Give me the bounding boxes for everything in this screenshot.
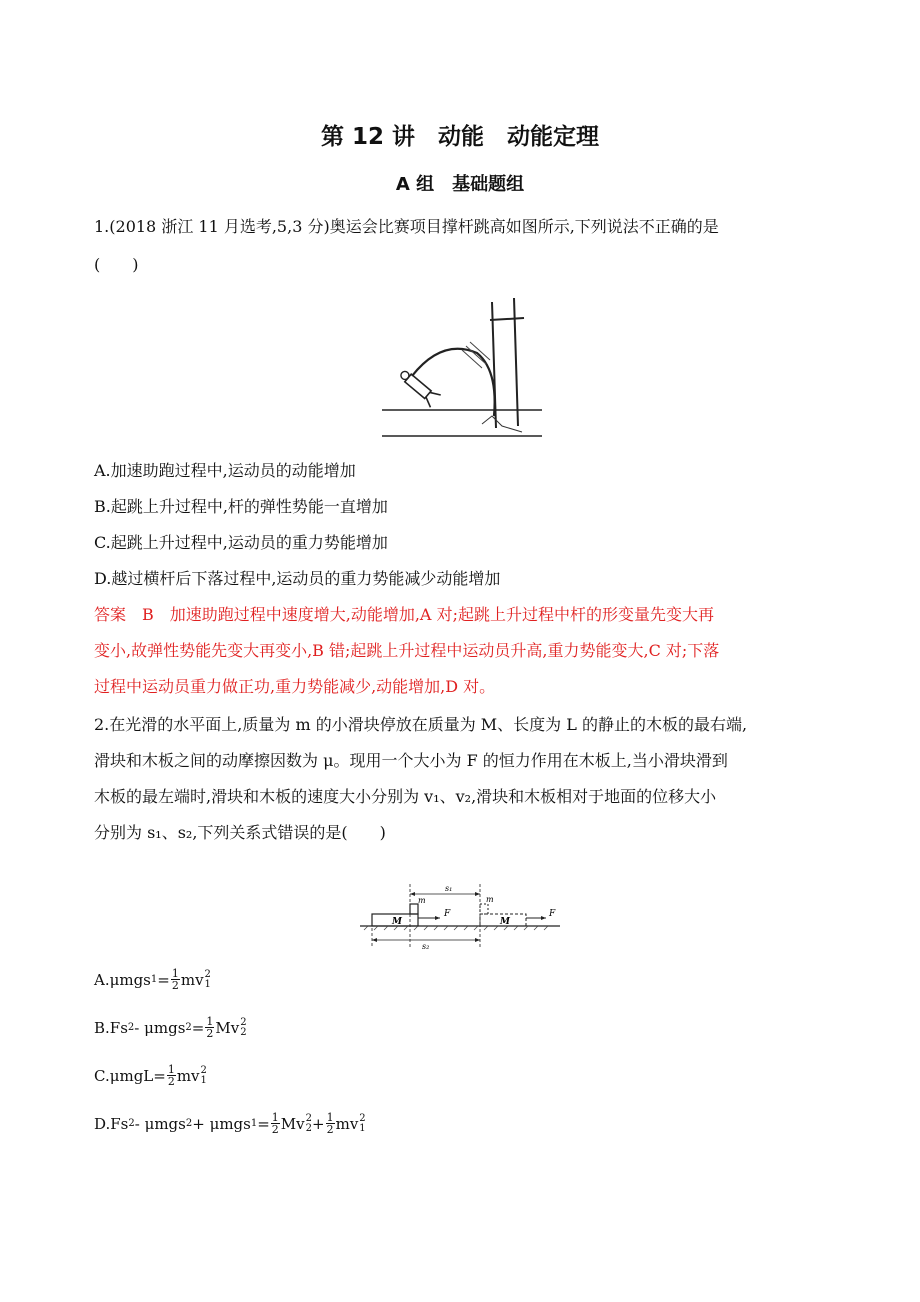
option-d-label: D. (94, 1114, 111, 1133)
option-d-rhs: Mv (280, 1114, 305, 1133)
rhs-sup: 2 (305, 1112, 313, 1124)
fraction-num: 1 (326, 1111, 334, 1124)
option-b-lhs: Fs (109, 1018, 128, 1037)
label-s2: s₂ (422, 942, 430, 951)
option-a-fraction (171, 968, 180, 991)
option-b-rhs-scripts (240, 1018, 246, 1038)
q1-option-d: D.越过横杆后下落过程中,运动员的重力势能减少动能增加 (94, 569, 501, 588)
option-d-mid2-sub: 1 (250, 1118, 258, 1129)
q2-option-a (94, 968, 211, 991)
q1-stem-line1: 1.(2018 浙江 11 月选考,5,3 分)奥运会比赛项目撑杆跳高如图所示,下列说法不正确的是 (94, 217, 719, 236)
option-b-lhs-sub: 2 (127, 1022, 135, 1033)
board-slider-figure (360, 882, 560, 952)
q1-option-a: A.加速助跑过程中,运动员的动能增加 (94, 461, 356, 480)
q1-answer-line3: 过程中运动员重力做正功,重力势能减少,动能增加,D 对。 (94, 677, 496, 696)
option-d-lhs: Fs (110, 1114, 129, 1133)
option-d-eq: = (257, 1114, 270, 1133)
option-a-rhs-scripts (205, 970, 211, 990)
q1-answer-line1: 答案 B 加速助跑过程中速度增大,动能增加,A 对;起跳上升过程中杆的形变量先变大再 (94, 605, 714, 624)
fraction-num: 1 (271, 1111, 279, 1124)
rhs-sub: 1 (204, 978, 211, 990)
q1-option-c: C.起跳上升过程中,运动员的重力势能增加 (94, 533, 388, 552)
q2-option-d (94, 1112, 366, 1135)
option-c-lhs: μmgL= (109, 1066, 166, 1085)
fraction-den: 2 (167, 1075, 175, 1088)
rhs-sup: 2 (200, 1064, 207, 1076)
option-b-rhs: Mv (215, 1018, 240, 1037)
fraction-den: 2 (171, 979, 179, 992)
option-d-mid2: + μmgs (192, 1114, 251, 1133)
fraction-den: 2 (206, 1027, 214, 1040)
pole-vault-figure (382, 298, 542, 440)
fraction-num: 1 (167, 1063, 175, 1076)
option-d-plus: + (312, 1114, 325, 1133)
option-d-lhs-sub: 2 (128, 1118, 135, 1129)
option-d-fraction-2 (326, 1112, 335, 1135)
option-d-mid-sub: 2 (185, 1118, 193, 1129)
option-d-rhs2-scripts (359, 1114, 365, 1134)
rhs-sub: 1 (200, 1074, 207, 1086)
q2-stem-line2: 滑块和木板之间的动摩擦因数为 μ。现用一个大小为 F 的恒力作用在木板上,当小滑块滑到 (94, 751, 728, 770)
fraction-num: 1 (206, 1015, 214, 1028)
option-b-mid-sub: 2 (185, 1022, 192, 1033)
q2-stem-line1: 2.在光滑的水平面上,质量为 m 的小滑块停放在质量为 M、长度为 L 的静止的木板的最右端, (94, 715, 748, 734)
q2-stem-line4: 分别为 s₁、s₂,下列关系式错误的是( ) (94, 823, 386, 842)
rhs-sup: 2 (204, 968, 211, 980)
option-b-fraction (205, 1016, 214, 1039)
rhs-sup: 2 (240, 1016, 247, 1028)
rhs-sub: 1 (359, 1122, 366, 1134)
option-c-rhs-scripts (201, 1066, 207, 1086)
q1-stem-line2: ( ) (94, 255, 139, 274)
q2-option-c (94, 1064, 207, 1087)
option-a-label: A. (94, 970, 110, 989)
rhs-sup: 2 (359, 1112, 366, 1124)
option-b-label: B. (94, 1018, 110, 1037)
label-s1: s₁ (445, 884, 453, 893)
option-d-fraction-1 (271, 1112, 280, 1135)
option-b-mid: - μmgs (134, 1018, 186, 1037)
label-F-initial: F (444, 909, 451, 919)
option-c-rhs: mv (176, 1066, 200, 1085)
label-m-final: m (486, 895, 494, 904)
label-M-initial: M (392, 917, 402, 927)
group-heading: A 组 基础题组 (395, 174, 525, 195)
rhs-sub: 2 (305, 1122, 313, 1134)
q2-stem-line3: 木板的最左端时,滑块和木板的速度大小分别为 v₁、v₂,滑块和木板相对于地面的位移大小 (94, 787, 717, 806)
q2-option-b (94, 1016, 247, 1039)
option-b-eq: = (191, 1018, 205, 1037)
label-M-final: M (500, 917, 510, 927)
option-a-lhs-sub: 1 (150, 974, 158, 985)
q1-option-b: B.起跳上升过程中,杆的弹性势能一直增加 (94, 497, 388, 516)
fraction-den: 2 (271, 1123, 279, 1136)
label-m-initial: m (418, 896, 426, 905)
rhs-sub: 2 (240, 1026, 247, 1038)
option-a-lhs: μmgs (109, 970, 151, 989)
page-title: 第 12 讲 动能 动能定理 (320, 124, 600, 150)
fraction-den: 2 (326, 1123, 334, 1136)
option-c-fraction (167, 1064, 176, 1087)
option-c-label: C. (94, 1066, 110, 1085)
fraction-num: 1 (171, 967, 179, 980)
label-F-final: F (549, 909, 556, 919)
option-a-rhs: mv (180, 970, 204, 989)
option-d-mid: - μmgs (134, 1114, 186, 1133)
option-a-eq: = (157, 970, 170, 989)
option-d-rhs2: mv (335, 1114, 359, 1133)
q1-answer-line2: 变小,故弹性势能先变大再变小,B 错;起跳上升过程中运动员升高,重力势能变大,C 对;下落 (94, 641, 720, 660)
